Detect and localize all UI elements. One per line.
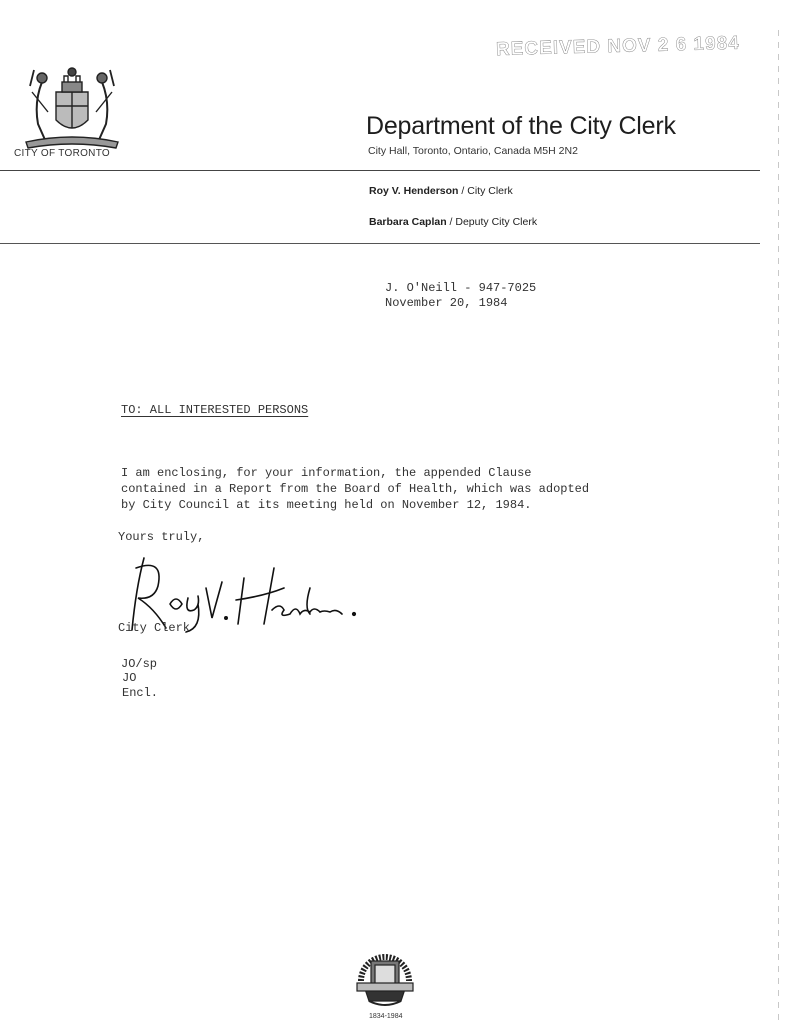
city-label: CITY OF TORONTO bbox=[14, 148, 110, 159]
typist-initials: JO/sp bbox=[121, 657, 158, 671]
body-line: by City Council at its meeting held on November 12, 1984. bbox=[121, 498, 532, 512]
city-coat-of-arms-icon bbox=[12, 62, 132, 150]
officer-name: Barbara Caplan bbox=[369, 216, 447, 228]
header-divider-bottom bbox=[0, 243, 760, 244]
enclosure-note: Encl. bbox=[122, 686, 159, 700]
letter-date: November 20, 1984 bbox=[385, 296, 508, 310]
signature-title: City Clerk bbox=[118, 621, 191, 635]
author-initials: JO bbox=[122, 671, 137, 685]
sesquicentennial-seal-icon bbox=[349, 941, 421, 1011]
officer-city-clerk bbox=[369, 185, 513, 197]
officer-deputy-clerk bbox=[369, 216, 537, 228]
department-title: Department of the City Clerk bbox=[366, 112, 676, 140]
recipient-line: TO: ALL INTERESTED PERSONS bbox=[121, 403, 309, 417]
body-line: contained in a Report from the Board of Health, which was adopted bbox=[121, 482, 590, 496]
officer-title: / Deputy City Clerk bbox=[446, 216, 538, 228]
contact-reference: J. O'Neill - 947-7025 bbox=[385, 281, 537, 295]
page-edge bbox=[778, 30, 779, 1020]
header-divider-top bbox=[0, 170, 760, 171]
body-line: I am enclosing, for your information, the appended Clause bbox=[121, 466, 532, 480]
received-stamp: RECEIVED NOV 2 6 1984 bbox=[495, 32, 741, 61]
department-address: City Hall, Toronto, Ontario, Canada M5H 2N2 bbox=[368, 145, 578, 157]
officer-name: Roy V. Henderson bbox=[369, 185, 459, 197]
seal-years: 1834-1984 bbox=[369, 1013, 403, 1020]
officer-title: / City Clerk bbox=[458, 185, 513, 197]
closing: Yours truly, bbox=[118, 530, 205, 544]
